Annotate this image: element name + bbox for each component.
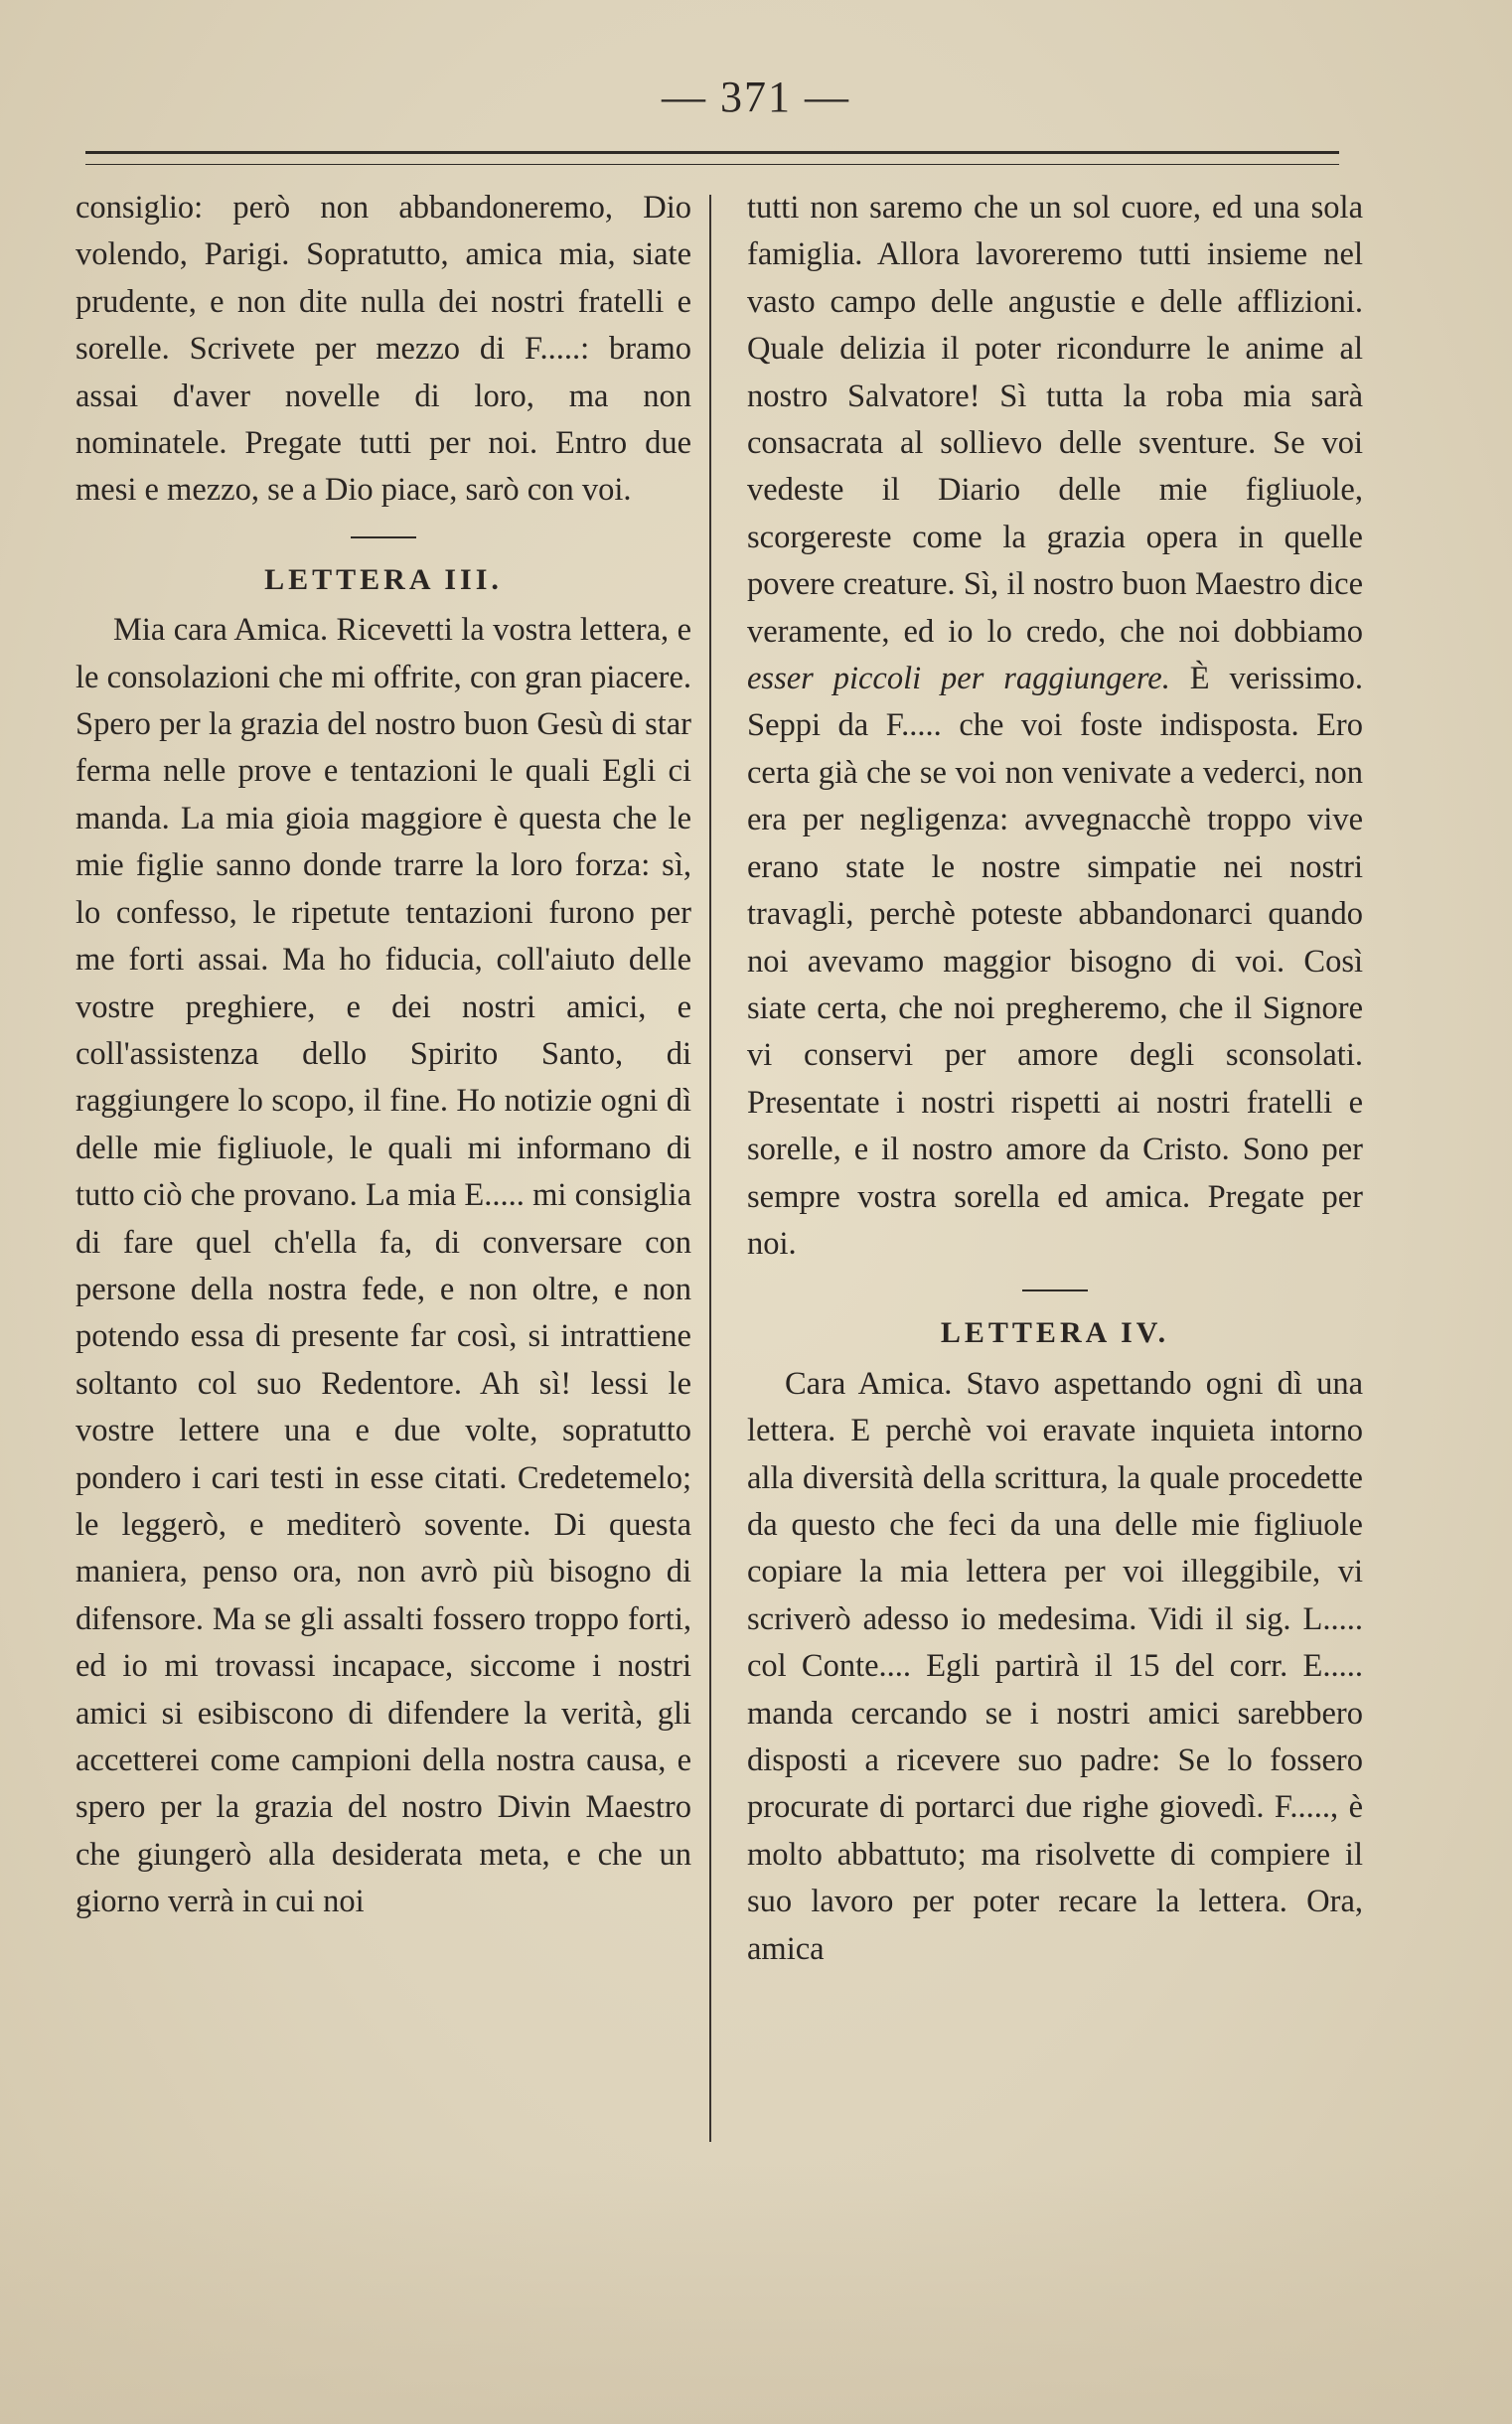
left-column (76, 185, 691, 1926)
page-number: — 371 — (662, 73, 850, 121)
paper-bottom-margin (0, 2166, 1512, 2424)
continuation-paragraph (747, 185, 1363, 1268)
letter-iv-paragraph: Cara Amica. Stavo aspettando ogni dì una lettera. E perchè voi eravate inquieta intorno alla diversità della scrittura, la quale procedette da questo che feci da una delle mie figliuole copiare la mia lettera per voi illeggibile, vi scriverò adesso io medesima. Vidi il sig. L..... col Conte.... Egli partirà il 15 del corr. E..... manda cercando se i nostri amici sarebbero disposti a ricevere suo padre: Se lo fossero procurate di portarci due righe giovedì. F....., è molto abbattuto; ma risolvette di compiere il suo lavoro per poter recare la lettera. Ora, amica (747, 1365, 1363, 1967)
right-column (747, 185, 1363, 1973)
letter-heading-iii: LETTERA III. (264, 562, 503, 596)
column-divider (709, 195, 711, 2142)
italic-quote: esser piccoli per raggiungere. (747, 661, 1170, 697)
letter-heading-iv: LETTERA IV. (940, 1316, 1170, 1350)
header-double-rule (85, 151, 1339, 165)
continuation-text-part1: tutti non saremo che un sol cuore, ed una sola famiglia. Allora lavoreremo tutti insieme nel vasto campo delle angustie e delle afflizioni. Quale delizia il poter ricondurre le anime al nostro Salvatore! Sì tutta la roba mia sarà consacrata al sollievo delle sventure. Se voi vedeste il Diario delle mie figliuole, scorgereste come la grazia opera in quelle povere creature. Sì, il nostro buon Maestro dice veramente, ed io lo credo, che noi dobbiamo (747, 190, 1363, 650)
intro-paragraph: consiglio: però non abbandoneremo, Dio volendo, Parigi. Sopratutto, amica mia, siate prudente, e non dite nulla dei nostri fratelli e sorelle. Scrivete per mezzo di F.....: bramo assai d'aver novelle di loro, ma non nominatele. Pregate tutti per noi. Entro due mesi e mezzo, se a Dio piace, sarò con voi. (76, 190, 691, 509)
continuation-text-part2: È verissimo. Seppi da F..... che voi foste indisposta. Ero certa già che se voi non venivate a vederci, non era per negligenza: avvegnacchè troppo vive erano state le nostre simpatie nei nostri travagli, perchè poteste abbandonarci quando noi avevamo maggior bisogno di voi. Così siate certa, che noi pregheremo, che il Signore vi conservi per amore degli sconsolati. Presentate i nostri rispetti ai nostri fratelli e sorelle, e il nostro amore da Cristo. Sono per sempre vostra sorella ed amica. Pregate per noi. (747, 661, 1363, 1262)
letter-iii-paragraph: Mia cara Amica. Ricevetti la vostra lettera, e le consolazioni che mi offrite, con gran piacere. Spero per la grazia del nostro buon Gesù di star ferma nelle prove e tentazioni le quali Egli ci manda. La mia gioia maggiore è questa che le mie figlie sanno donde trarre la loro forza: sì, lo confesso, le ripetute tentazioni furono per me forti assai. Ma ho fiducia, coll'aiuto delle vostre preghiere, e dei nostri amici, e coll'assistenza dello Spirito Santo, di raggiungere lo scopo, il fine. Ho notizie ogni dì delle mie figliuole, le quali mi informano di tutto ciò che provano. La mia E..... mi consiglia di fare quel ch'ella fa, di conversare con persone della nostra fede, e non oltre, e non potendo essa di presente far così, si intrattiene soltanto col suo Redentore. Ah sì! lessi le vostre lettere una e due volte, sopratutto pondero i cari testi in esse citati. Credetemelo; le leggerò, e mediterò sovente. Di questa maniera, penso ora, non avrò più bisogno di difensore. Ma se gli assalti fossero troppo forti, ed io mi trovassi incapace, siccome i nostri amici si esibiscono di difendere la verità, gli accetterei come campioni della nostra causa, e spero per la grazia del nostro Divin Maestro che giungerò alla desiderata meta, e che un giorno verrà in cui noi (76, 612, 691, 1920)
section-separator (351, 536, 416, 538)
section-separator-2 (1022, 1289, 1088, 1291)
